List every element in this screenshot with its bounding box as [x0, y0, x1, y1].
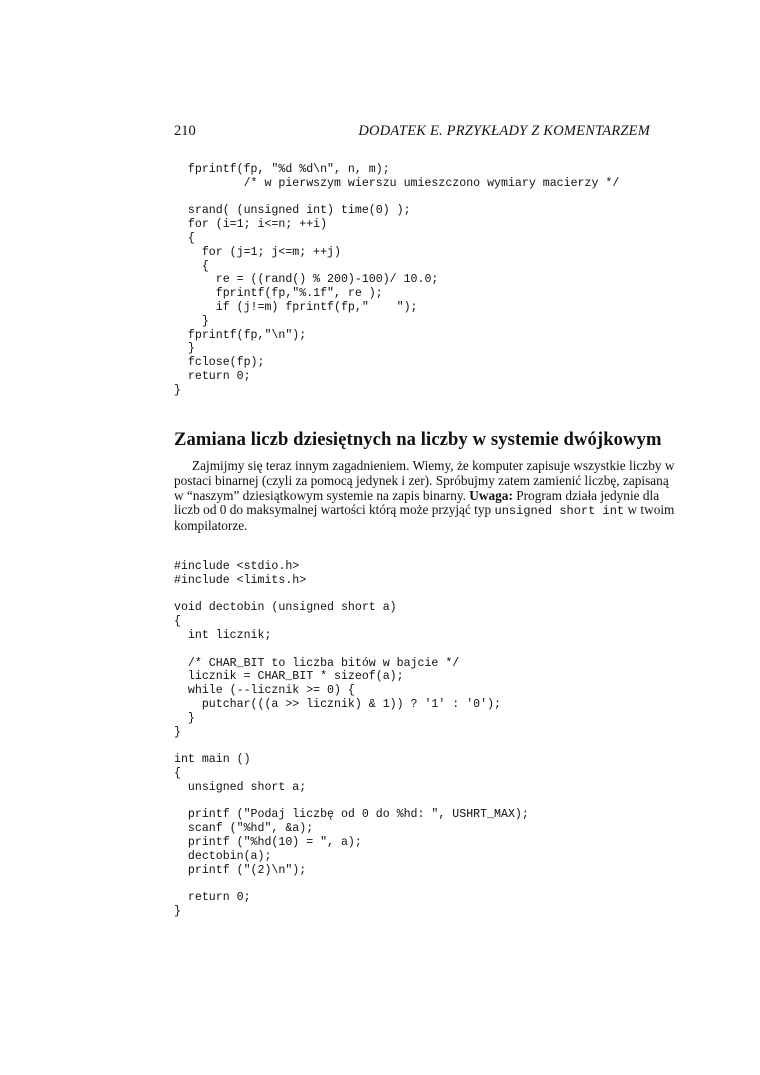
- paragraph-line: [174, 502, 675, 519]
- paragraph-text: liczb od 0 do maksymalnej wartości którą może przyjąć typ: [174, 502, 492, 518]
- code-listing-matrix-generator: fprintf(fp, "%d %d\n", n, m); /* w pierwszym wierszu umieszczono wymiary macierzy */ srand( (unsigned int) time(0) ); for (i=1; i<=n; ++i) { for (j=1; j<=m; ++j) { re = ((rand() % 200)-100)/ 10.0; fprintf(fp,"%.1f", re ); if (j!=m) fprintf(fp," "); } fprintf(fp,"\n"); } fclose(fp); return 0; }: [174, 163, 620, 397]
- paragraph-line: postaci binarnej (czyli za pomocą jedynek i zer). Spróbujmy zatem zamienić liczbę, zapisaną: [174, 472, 669, 488]
- page-header: [174, 123, 650, 143]
- paragraph-line: kompilatorze.: [174, 518, 248, 534]
- code-listing-dectobin: #include <stdio.h> #include <limits.h> void dectobin (unsigned short a) { int licznik; /* CHAR_BIT to liczba bitów w bajcie */ licznik = CHAR_BIT * sizeof(a); while (--licznik >= 0) { putchar(((a >> licznik) & 1)) ? '1' : '0'); } } int main () { unsigned short a; printf ("Podaj liczbę od 0 do %hd: ", USHRT_MAX); scanf ("%hd", &a); printf ("%hd(10) = ", a); dectobin(a); printf ("(2)\n"); return 0; }: [174, 560, 529, 918]
- body-paragraph: [174, 458, 675, 534]
- inline-code: unsigned short int: [494, 504, 625, 519]
- page-number: 210: [174, 123, 196, 139]
- running-head: DODATEK E. PRZYKŁADY Z KOMENTARZEM: [358, 123, 650, 139]
- paragraph-line: [174, 487, 660, 504]
- warning-label: Uwaga:: [469, 487, 513, 503]
- paragraph-text: Program działa jedynie dla: [516, 487, 660, 503]
- paragraph-text: w “naszym” dziesiątkowym systemie na zapis binarny.: [174, 487, 466, 503]
- section-title: Zamiana liczb dziesiętnych na liczby w systemie dwójkowym: [174, 429, 662, 450]
- paragraph-text: w twoim: [627, 502, 675, 518]
- paragraph-line: Zajmijmy się teraz innym zagadnieniem. Wiemy, że komputer zapisuje wszystkie liczby w: [192, 458, 675, 473]
